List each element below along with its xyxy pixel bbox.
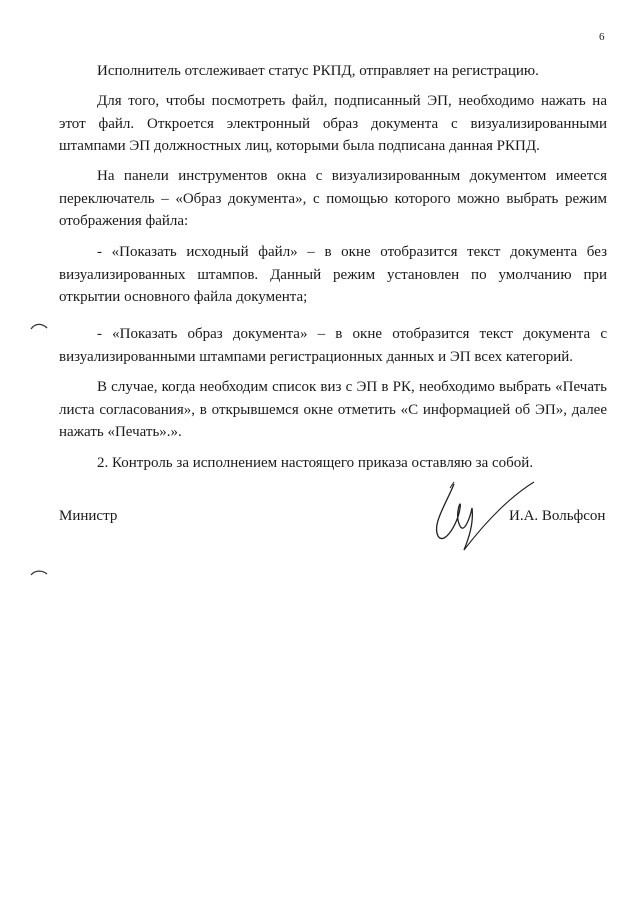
paragraph-4: - «Показать исходный файл» – в окне отобразится текст документа без визуализированных штампов. Данный режим установлен по умолчанию при открытии основного файла документа; — [59, 244, 607, 305]
signatory-title: Министр — [59, 508, 118, 524]
margin-mark — [30, 322, 48, 330]
signatory-name: И.А. Вольфсон — [509, 508, 606, 524]
paragraph-1: Исполнитель отслеживает статус РКПД, отправляет на регистрацию. — [97, 63, 539, 79]
margin-mark — [30, 568, 48, 576]
paragraph-7: 2. Контроль за исполнением настоящего приказа оставляю за собой. — [97, 455, 534, 471]
page-number: 6 — [599, 31, 605, 43]
paragraph-6: В случае, когда необходим список виз с ЭП в РК, необходимо выбрать «Печать листа согласования», в открывшемся окне отметить «С информацией об ЭП», далее нажать «Печать».». — [59, 379, 607, 440]
paragraph-5: - «Показать образ документа» – в окне отобразится текст документа с визуализированными штампами регистрационных данных и ЭП всех категорий. — [59, 326, 607, 365]
paragraph-3: На панели инструментов окна с визуализированным документом имеется переключатель – «Образ документа», с помощью которого можно выбрать режим отображения файла: — [59, 168, 607, 229]
paragraph-2: Для того, чтобы посмотреть файл, подписанный ЭП, необходимо нажать на этот файл. Откроется электронный образ документа с визуализированными штампами ЭП должностных лиц, которыми была подписана данная РКПД. — [59, 93, 607, 154]
